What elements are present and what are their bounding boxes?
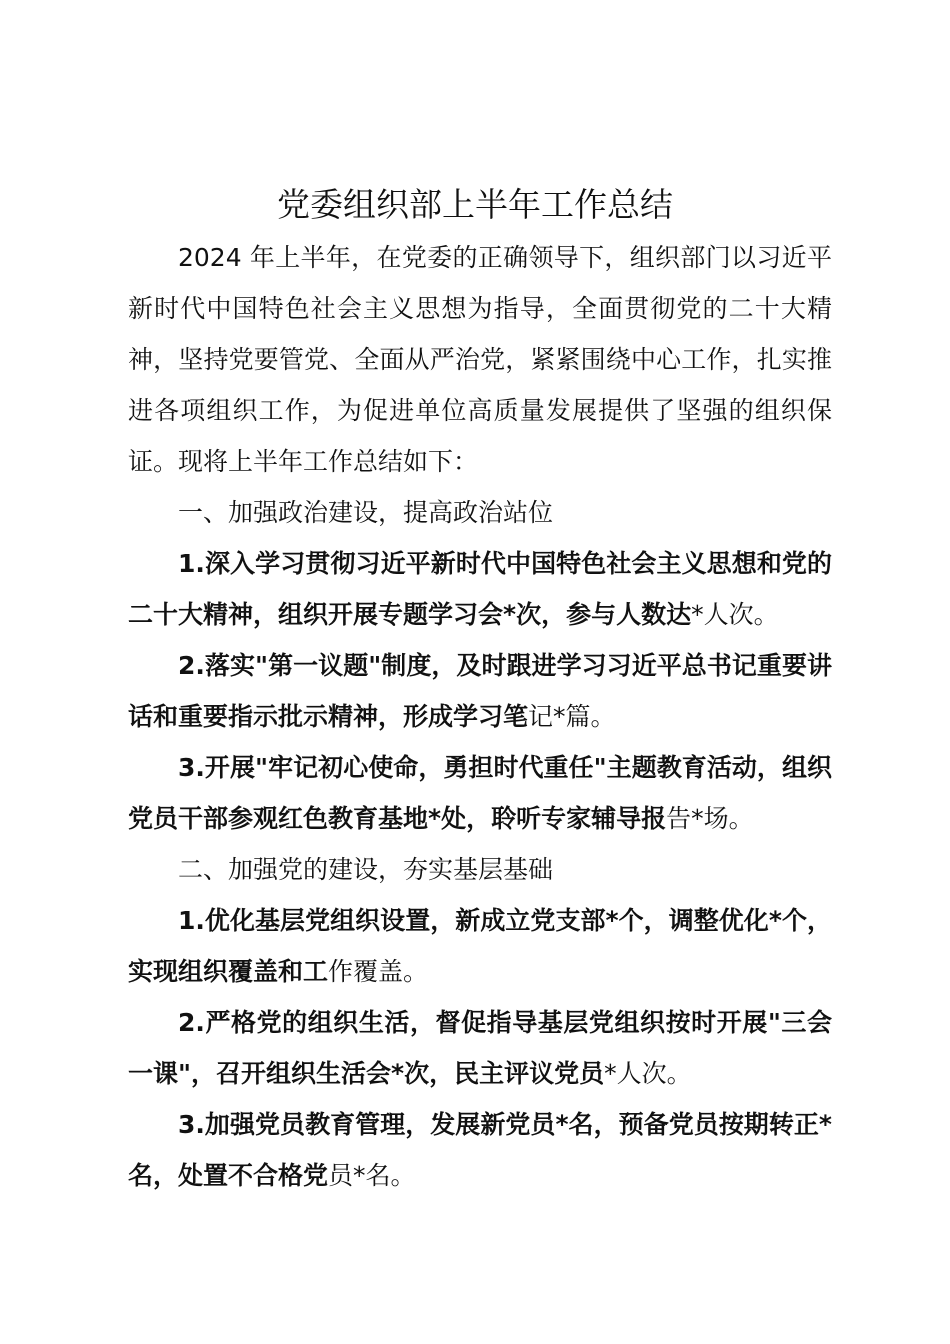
list-item (128, 1099, 832, 1201)
item-bold-text: 3.开展"牢记初心使命，勇担时代重任"主题教育活动，组织党员干部参观红色教育基地*处，聆听专家辅导报 (128, 753, 832, 833)
list-item (128, 997, 832, 1099)
section-heading: 一、加强政治建设，提高政治站位 (178, 498, 554, 527)
item-normal-text: 作覆盖。 (328, 957, 429, 986)
item-normal-text: *人次。 (691, 600, 779, 629)
list-item (128, 640, 832, 742)
document-title: 党委组织部上半年工作总结 (277, 185, 673, 224)
item-bold-text: 3.加强党员教育管理，发展新党员*名，预备党员按期转正*名，处置不合格党 (128, 1110, 832, 1190)
item-bold-text: 1.优化基层党组织设置，新成立党支部*个，调整优化*个，实现组织覆盖和工 (128, 906, 832, 986)
item-normal-text: 记*篇。 (528, 702, 616, 731)
item-bold-text: 1.深入学习贯彻习近平新时代中国特色社会主义思想和党的二十大精神，组织开展专题学习会*次，参与人数达 (128, 549, 832, 629)
item-bold-text: 2.严格党的组织生活，督促指导基层党组织按时开展"三会一课"，召开组织生活会*次，民主评议党员 (128, 1008, 832, 1088)
item-normal-text: 告*场。 (666, 804, 754, 833)
document-body (128, 232, 832, 1201)
list-item (128, 895, 832, 997)
list-item (128, 538, 832, 640)
item-normal-text: *人次。 (604, 1059, 692, 1088)
intro-paragraph: 2024 年上半年，在党委的正确领导下，组织部门以习近平新时代中国特色社会主义思想为指导，全面贯彻党的二十大精神，坚持党要管党、全面从严治党，紧紧围绕中心工作，扎实推进各项组织工作，为促进单位高质量发展提供了坚强的组织保证。现将上半年工作总结如下： (128, 243, 832, 476)
item-normal-text: 员*名。 (328, 1161, 416, 1190)
section-heading: 二、加强党的建设，夯实基层基础 (178, 855, 554, 884)
list-item (128, 742, 832, 844)
item-bold-text: 2.落实"第一议题"制度，及时跟进学习习近平总书记重要讲话和重要指示批示精神，形成学习笔 (128, 651, 832, 731)
